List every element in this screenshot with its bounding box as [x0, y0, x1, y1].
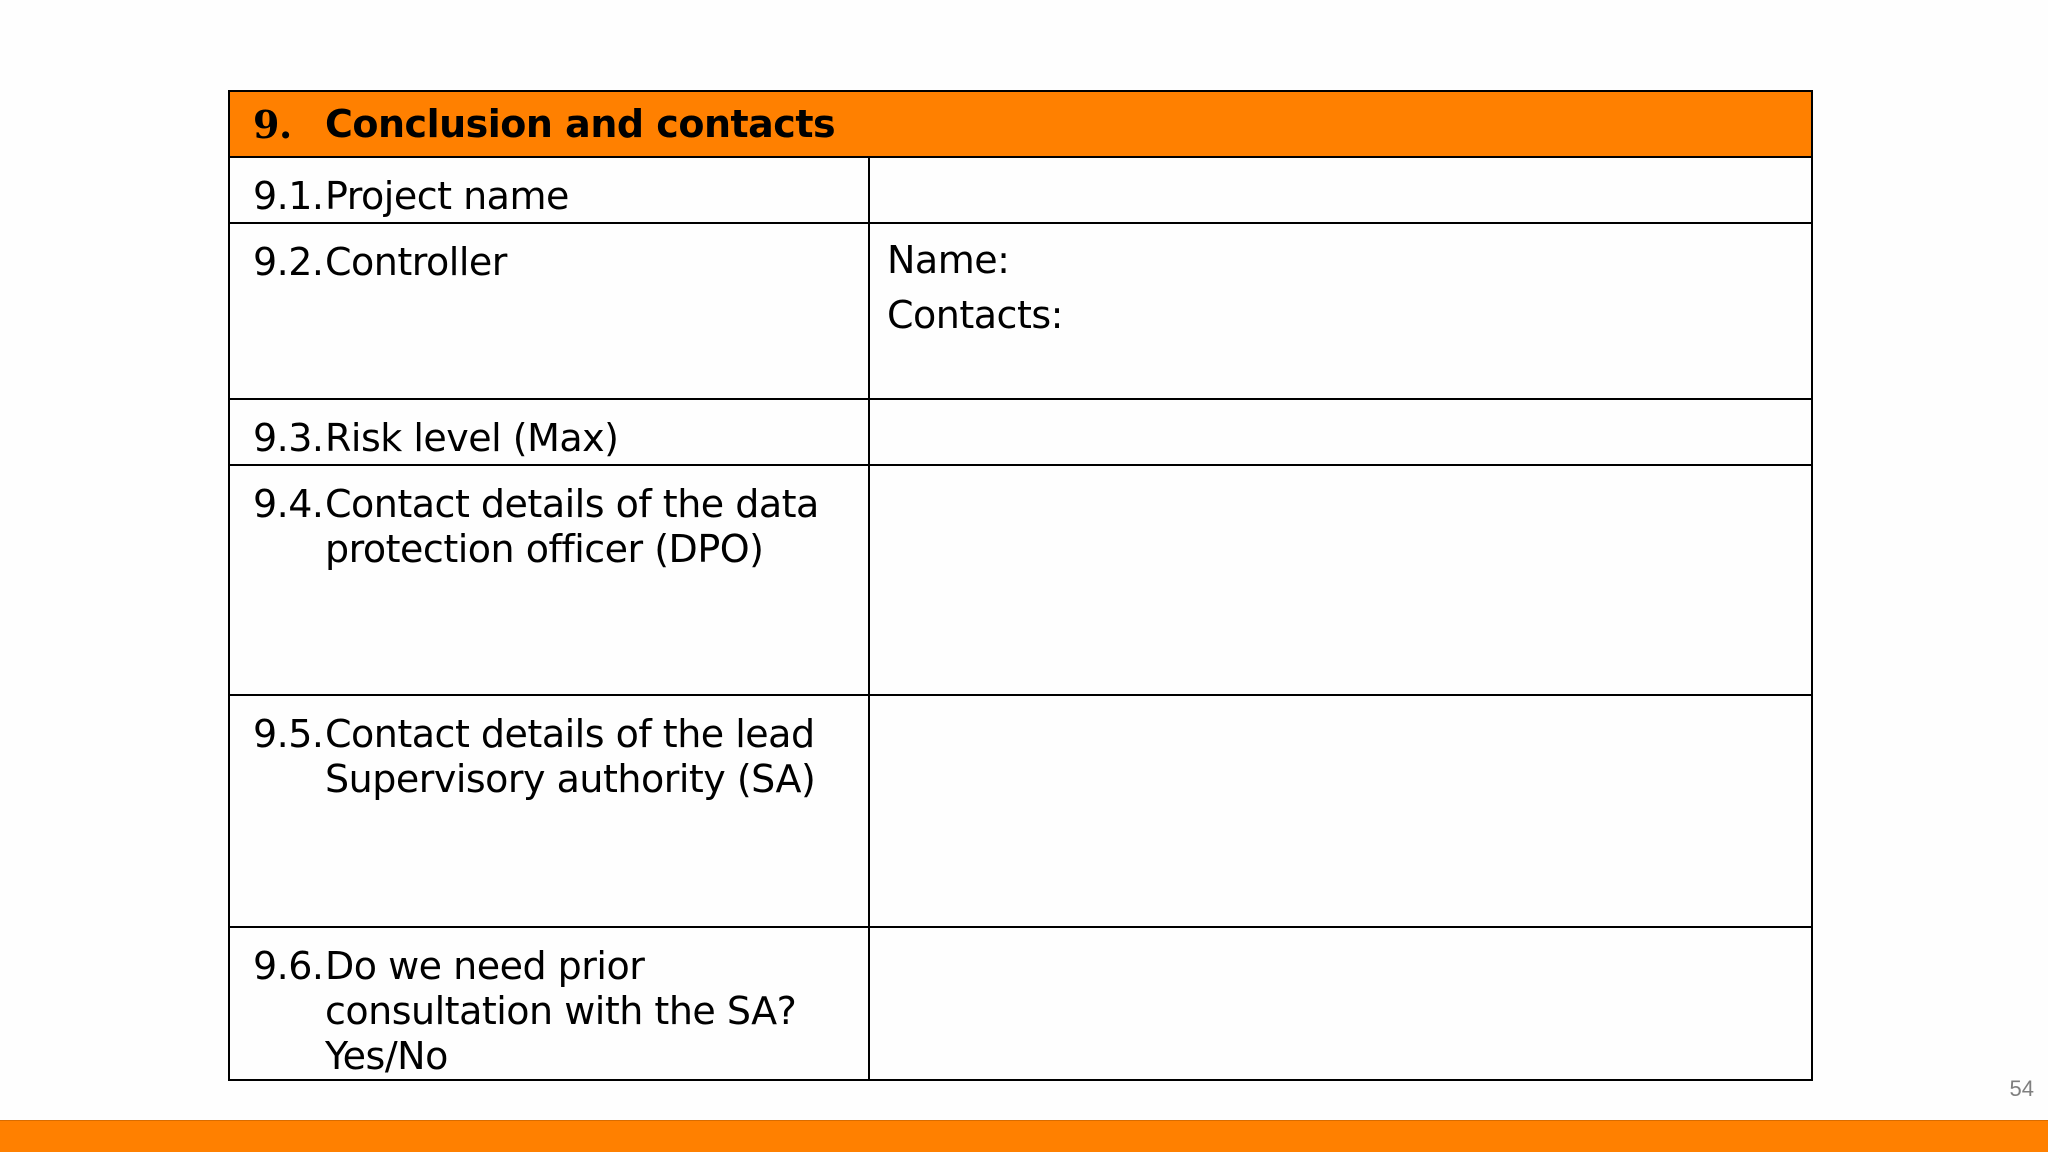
- row-label-cell: [229, 399, 869, 465]
- table-row: [229, 695, 1812, 927]
- sa-contact-value-cell[interactable]: [869, 695, 1812, 927]
- table-row: [229, 223, 1812, 399]
- item-label: Contact details of the lead Supervisory authority (SA): [325, 712, 816, 801]
- risk-level-value-cell[interactable]: [869, 399, 1812, 465]
- controller-contacts-label: Contacts:: [887, 293, 1063, 337]
- item-number: 9.5.: [253, 712, 324, 756]
- table-row: [229, 465, 1812, 695]
- footer-accent-bar: [0, 1120, 2048, 1152]
- page-number: 54: [2009, 1076, 2034, 1101]
- table-row: [229, 157, 1812, 223]
- row-label-cell: [229, 223, 869, 399]
- prior-consultation-value-cell[interactable]: [869, 927, 1812, 1080]
- item-label: Contact details of the data protection officer (DPO): [325, 482, 819, 571]
- item-number: 9.2.: [253, 240, 324, 284]
- item-number: 9.6.: [253, 944, 324, 988]
- project-name-value-cell[interactable]: [869, 157, 1812, 223]
- conclusion-contacts-table: [228, 90, 1813, 1081]
- dpo-contact-value-cell[interactable]: [869, 465, 1812, 695]
- item-label: Risk level (Max): [325, 416, 619, 460]
- controller-name-label: Name:: [887, 238, 1010, 282]
- table-header-cell: [229, 91, 1812, 157]
- row-label-cell: [229, 695, 869, 927]
- item-number: 9.1.: [253, 174, 324, 218]
- item-number: 9.4.: [253, 482, 324, 526]
- table-row: [229, 927, 1812, 1080]
- section-number: 9.: [253, 101, 292, 147]
- item-label: Controller: [325, 240, 507, 284]
- row-label-cell: [229, 157, 869, 223]
- table-header-row: [229, 91, 1812, 157]
- item-label: Do we need prior consultation with the SA? Yes/No: [325, 944, 797, 1078]
- item-label: Project name: [325, 174, 569, 218]
- table-row: [229, 399, 1812, 465]
- section-title: Conclusion and contacts: [325, 101, 836, 146]
- row-label-cell: [229, 927, 869, 1080]
- controller-value-cell[interactable]: [869, 223, 1812, 399]
- item-number: 9.3.: [253, 416, 324, 460]
- row-label-cell: [229, 465, 869, 695]
